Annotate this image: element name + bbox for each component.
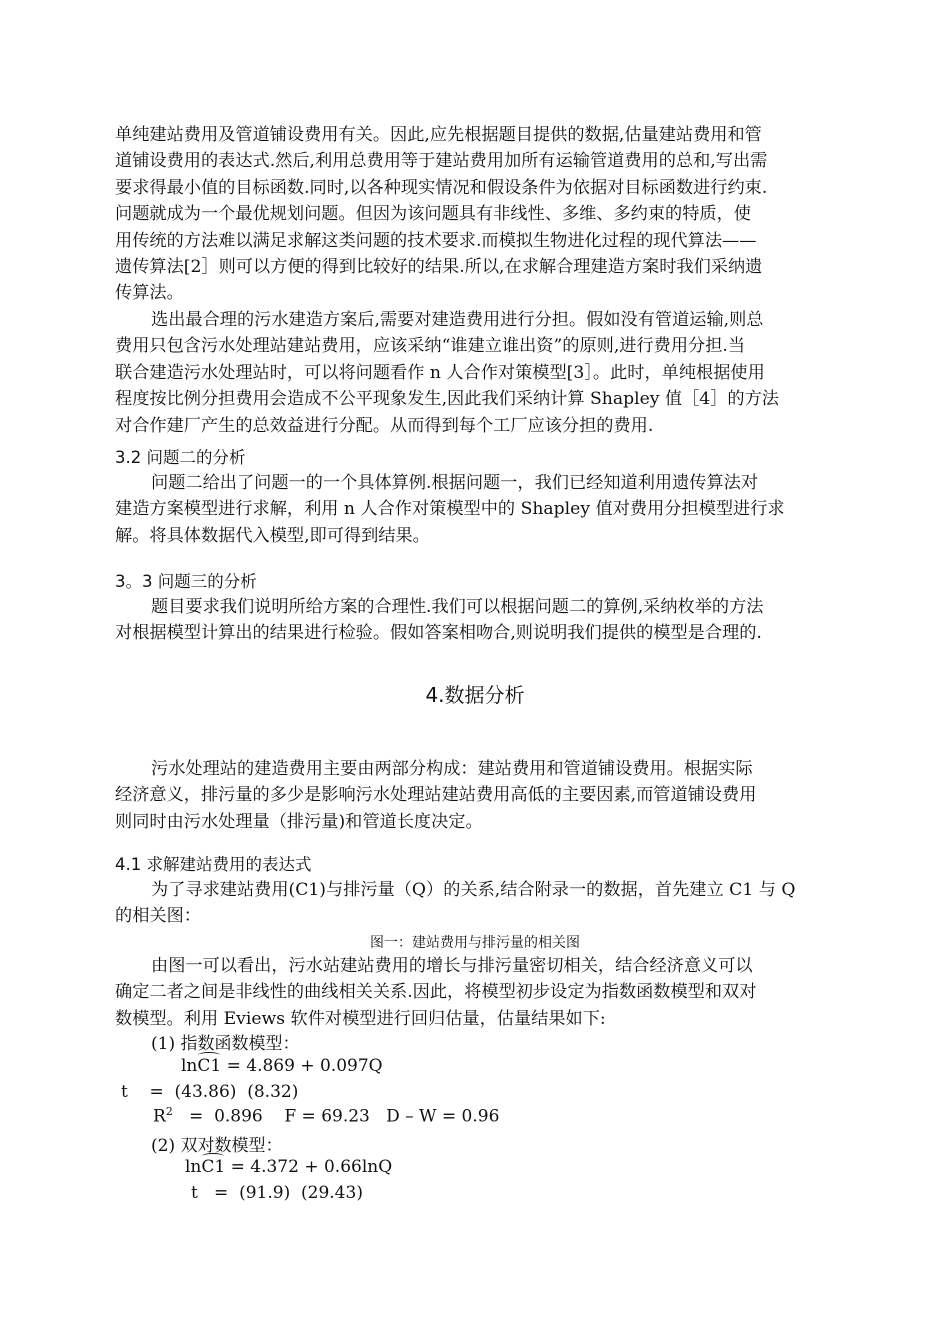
equation-rhs: = 4.372 + 0.66lnQ <box>225 1157 393 1177</box>
text-line: 则同时由污水处理量（排污量)和管道长度决定。 <box>115 811 483 832</box>
fit-stats-values: = 0.896 F = 69.23 D – W = 0.96 <box>172 1106 500 1127</box>
text-line: 问题就成为一个最优规划问题。但因为该问题具有非线性、多维、多约束的特质，使 <box>115 204 751 225</box>
equation-2-t-stats: t = (91.9) (29.43) <box>191 1183 363 1203</box>
text-line: 道铺设费用的表达式.然后,利用总费用等于建站费用加所有运输管道费用的总和,写出需 <box>115 151 768 172</box>
text-line: 的相关图： <box>115 906 201 927</box>
text-line: 解。将具体数据代入模型,即可得到结果。 <box>115 525 430 546</box>
model-1-label: (1) 指数函数模型： <box>151 1034 300 1054</box>
section-heading-4-1: 4.1 求解建站费用的表达式 <box>115 855 312 874</box>
section-heading-3-3: 3。3 问题三的分析 <box>115 572 257 591</box>
text-line: 要求得最小值的目标函数.同时,以各种现实情况和假设条件为依据对目标函数进行约束. <box>115 177 768 198</box>
equation-lhs-hat: C1 <box>197 1056 222 1076</box>
text-line: 传算法。 <box>115 283 184 304</box>
paragraph-3 <box>115 470 837 549</box>
equation-lhs-prefix: ln <box>181 1056 198 1076</box>
text-line: 程度按比例分担费用会造成不公平现象发生,因此我们采纳计算 Shapley 值［4］的方法 <box>115 389 779 410</box>
r-squared-symbol: R <box>153 1106 166 1127</box>
chapter-heading-4: 4.数据分析 <box>425 683 525 707</box>
equation-lhs-hat: C1 <box>201 1157 226 1177</box>
text-line: 题目要求我们说明所给方案的合理性.我们可以根据问题二的算例,采纳枚举的方法 <box>151 597 764 617</box>
paragraph-7 <box>115 953 837 1032</box>
text-line: 建造方案模型进行求解，利用 n 人合作对策模型中的 Shapley 值对费用分担模型进行求 <box>115 499 785 520</box>
equation-1-t-stats: t = (43.86) (8.32) <box>121 1082 299 1102</box>
text-line: 对合作建厂产生的总效益进行分配。从而得到每个工厂应该分担的费用. <box>115 415 654 436</box>
paragraph-1 <box>115 122 837 307</box>
text-line: 确定二者之间是非线性的曲线相关关系.因此，将模型初步设定为指数函数模型和双对 <box>115 982 757 1003</box>
r-squared-exponent: 2 <box>165 1105 173 1118</box>
text-line: 单纯建站费用及管道铺设费用有关。因此,应先根据题目提供的数据,估量建站费用和管 <box>115 125 762 145</box>
text-line: 问题二给出了问题一的一个具体算例.根据问题一，我们已经知道利用遗传算法对 <box>151 473 759 493</box>
paragraph-5 <box>115 756 837 835</box>
text-line: 费用只包含污水处理站建站费用，应该采纳“谁建立谁出资”的原则,进行费用分担.当 <box>115 336 746 357</box>
paragraph-4 <box>115 594 837 647</box>
equation-lhs-prefix: ln <box>185 1157 202 1177</box>
text-line: 数模型。利用 Eviews 软件对模型进行回归估量，估量结果如下: <box>115 1008 606 1029</box>
text-line: 污水处理站的建造费用主要由两部分构成：建站费用和管道铺设费用。根据实际 <box>151 759 753 779</box>
text-line: 经济意义，排污量的多少是影响污水处理站建站费用高低的主要因素,而管道铺设费用 <box>115 785 757 806</box>
paragraph-2 <box>115 307 837 439</box>
equation-rhs: = 4.869 + 0.097Q <box>221 1056 383 1076</box>
text-line: 选出最合理的污水建造方案后,需要对建造费用进行分担。假如没有管道运输,则总 <box>151 310 764 330</box>
text-line: 联合建造污水处理站时，可以将问题看作 n 人合作对策模型[3］。此时，单纯根据使用 <box>115 362 765 383</box>
section-heading-3-2: 3.2 问题二的分析 <box>115 448 246 467</box>
text-line: 由图一可以看出，污水站建站费用的增长与排污量密切相关，结合经济意义可以 <box>151 956 753 976</box>
figure-caption: 图一：建站费用与排污量的相关图 <box>370 935 580 951</box>
equation-1 <box>181 1056 383 1076</box>
equation-1-fit-stats <box>153 1105 499 1127</box>
paragraph-6 <box>115 877 837 930</box>
model-2-label: (2) 双对数模型： <box>151 1136 283 1156</box>
equation-2 <box>185 1157 392 1177</box>
text-line: 遗传算法[2］则可以方便的得到比较好的结果.所以,在求解合理建造方案时我们采纳遗 <box>115 256 763 277</box>
text-line: 对根据模型计算出的结果进行检验。假如答案相吻合,则说明我们提供的模型是合理的. <box>115 623 762 644</box>
text-line: 用传统的方法难以满足求解这类问题的技术要求.而模拟生物进化过程的现代算法—— <box>115 230 757 251</box>
text-line: 为了寻求建站费用(C1)与排污量（Q）的关系,结合附录一的数据，首先建立 C1 与 Q <box>151 880 796 900</box>
